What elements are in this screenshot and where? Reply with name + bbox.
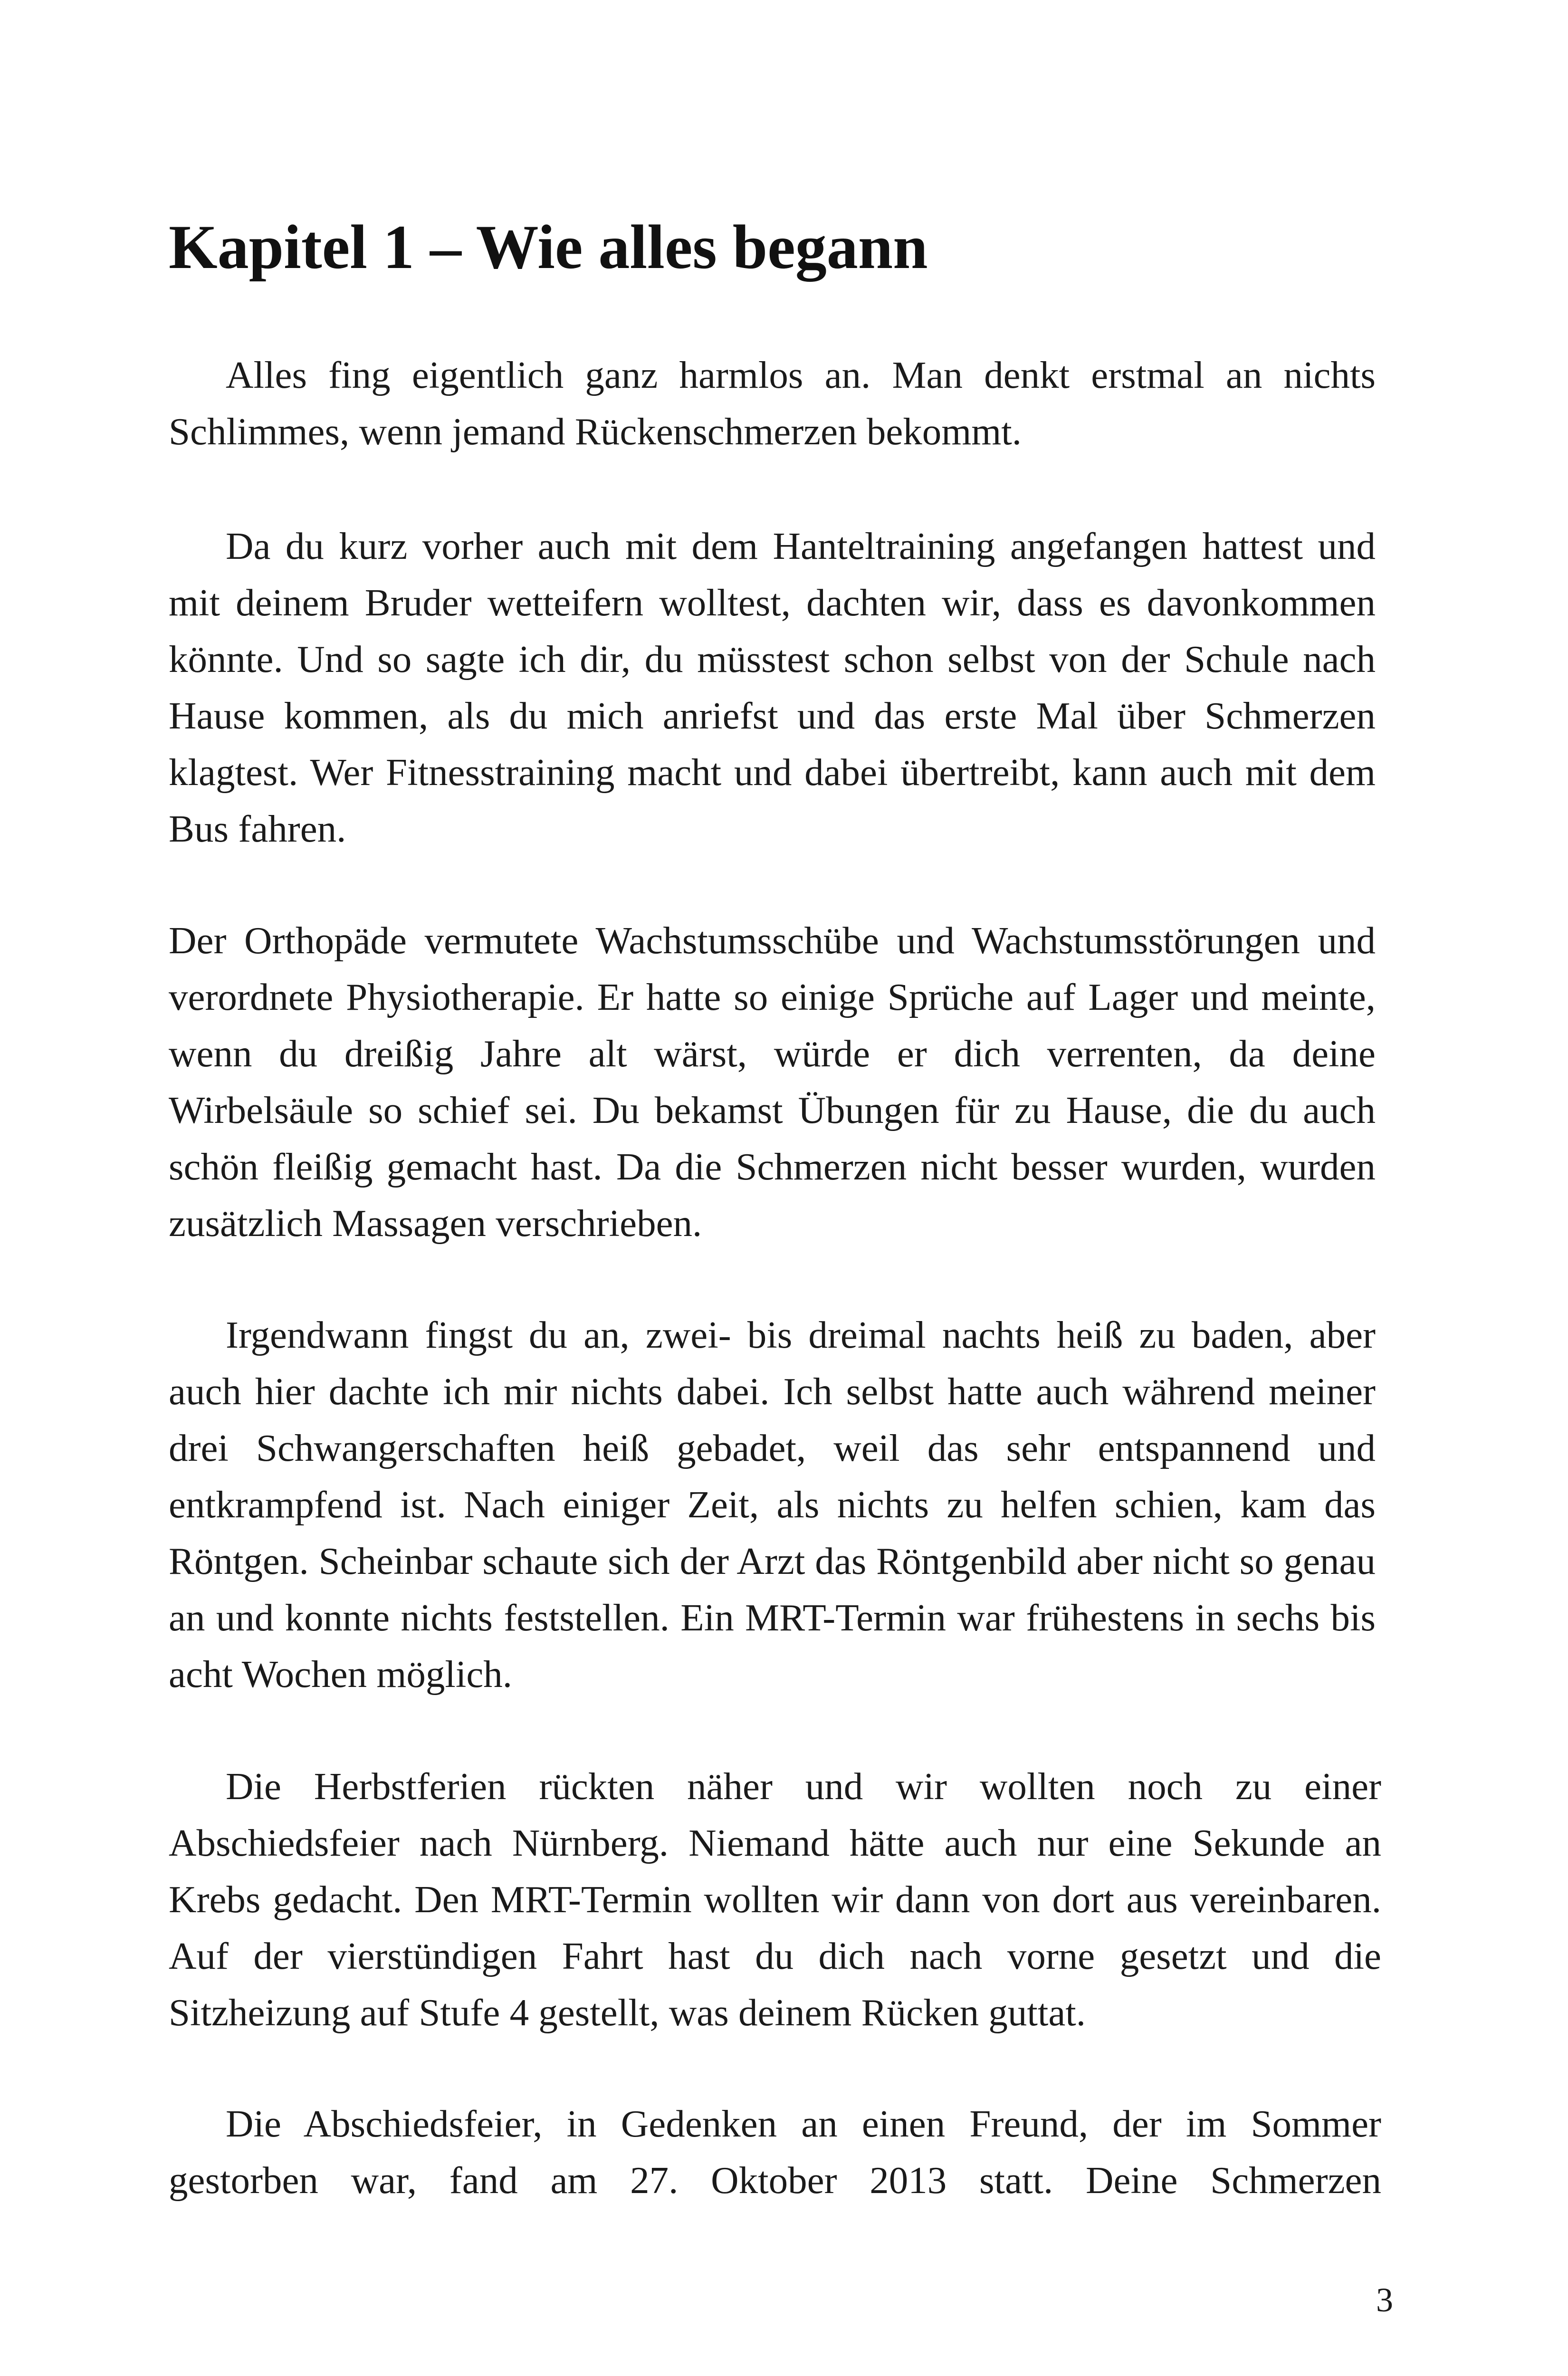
paragraph-6: Die Abschiedsfeier, in Gedenken an einen Freund, der im Sommer gestorben war, fand am 27. Oktober 2013 statt. Deine Schmerzen <box>169 2102 1381 2202</box>
paragraph-4: Irgendwann fingst du an, zwei- bis dreimal nachts heiß zu baden, aber auch hier dachte ich mir nichts dabei. Ich selbst hatte auch während meiner drei Schwangerschaften heiß gebadet, weil das sehr entspannend und entkrampfend ist. Nach einiger Zeit, als nichts zu helfen schien, kam das Röntgen. Scheinbar schaute sich der Arzt das Röntgenbild aber nicht so genau an und konnte nichts feststellen. Ein MRT-Termin war frühestens in sechs bis acht Wochen möglich. <box>169 1313 1376 1696</box>
paragraph-2: Da du kurz vorher auch mit dem Hanteltraining angefangen hattest und mit deinem Bruder wetteifern wolltest, dachten wir, dass es davonkommen könnte. Und so sagte ich dir, du müsstest schon selbst von der Schule nach Hause kommen, als du mich anriefst und das erste Mal über Schmerzen klagtest. Wer Fitnesstraining macht und dabei übertreibt, kann auch mit dem Bus fahren. <box>169 525 1376 850</box>
page-number: 3 <box>1376 2281 1393 2319</box>
paragraph-5: Die Herbstferien rückten näher und wir wollten noch zu einer Abschiedsfeier nach Nürnberg. Niemand hätte auch nur eine Sekunde an Krebs gedacht. Den MRT-Termin wollten wir dann von dort aus vereinbaren. Auf der vierstündigen Fahrt hast du dich nach vorne gesetzt und die Sitzheizung auf Stufe 4 gestellt, was deinem Rücken guttat. <box>169 1765 1381 2034</box>
chapter-title: Kapitel 1 – Wie alles begann <box>169 212 928 282</box>
paragraph-1: Alles fing eigentlich ganz harmlos an. Man denkt erstmal an nichts Schlimmes, wenn jemand Rückenschmerzen bekommt. <box>169 354 1376 453</box>
paragraph-3: Der Orthopäde vermutete Wachstumsschübe und Wachstumsstörungen und verordnete Physiotherapie. Er hatte so einige Sprüche auf Lager und meinte, wenn du dreißig Jahre alt wärst, würde er dich verrenten, da deine Wirbelsäule so schief sei. Du bekamst Übungen für zu Hause, die du auch schön fleißig gemacht hast. Da die Schmerzen nicht besser wurden, wurden zusätzlich Massagen verschrieben. <box>169 919 1376 1245</box>
book-page <box>169 0 1381 2376</box>
